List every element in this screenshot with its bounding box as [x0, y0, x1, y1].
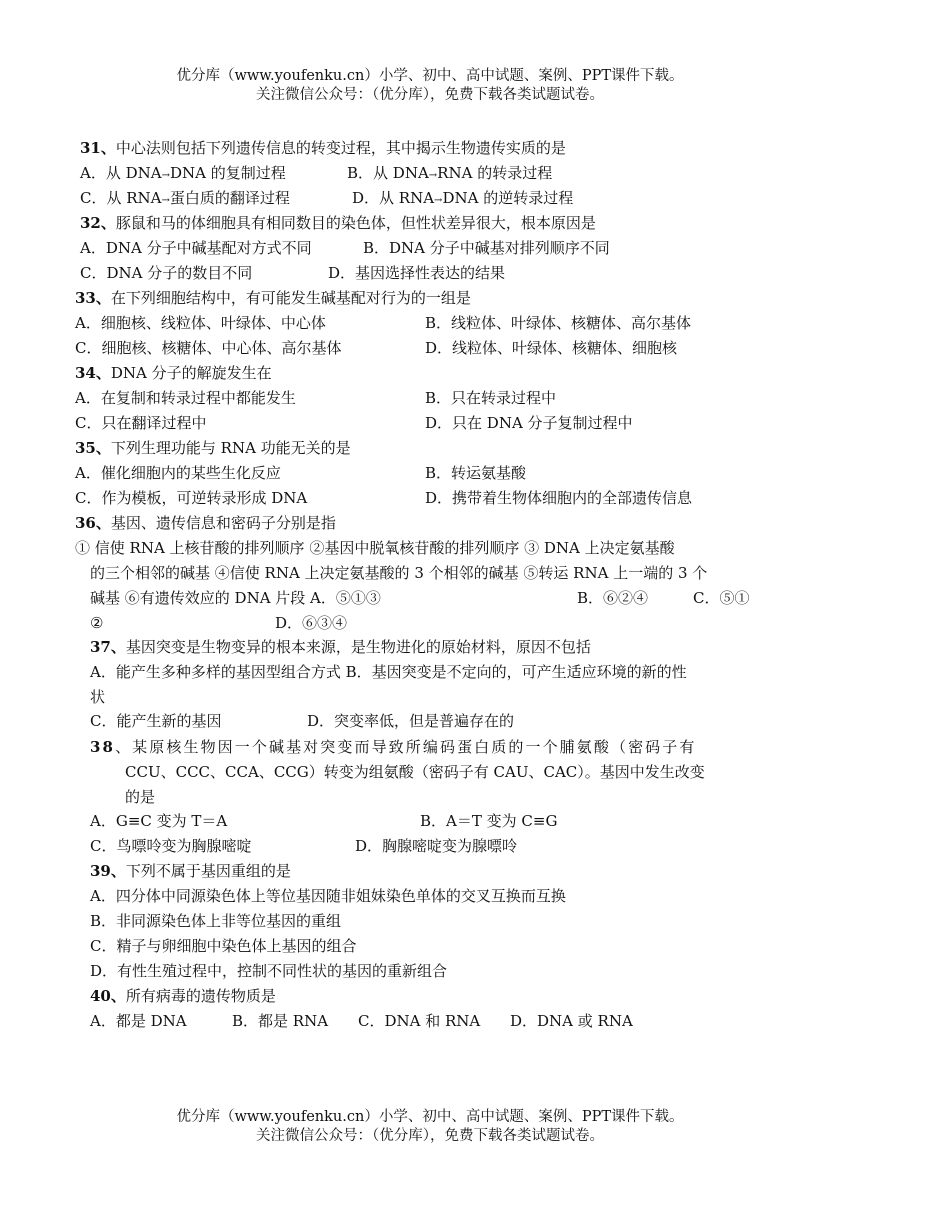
q40-option-a: A．都是 DNA [90, 1012, 187, 1030]
q39-option-a: A．四分体中同源染色体上等位基因随非姐妹染色单体的交叉互换而互换 [90, 887, 566, 905]
footer-line-2: 关注微信公众号：（优分库），免费下载各类试题试卷。 [256, 1128, 604, 1144]
footer-line-1: 优分库（www.youfenku.cn）小学、初中、高中试题、案例、PPT课件下载。 [176, 1109, 684, 1125]
question-stem: 基因、遗传信息和密码子分别是指 [110, 514, 336, 532]
question-stem: 豚鼠和马的体细胞具有相同数目的染色体，但性状差异很大，根本原因是 [115, 214, 596, 232]
q38-option-a: A．G≡C 变为 T＝A [90, 812, 228, 830]
question-stem: 下列不属于基因重组的是 [125, 862, 291, 880]
q31-option-a: A．从 DNA→DNA 的复制过程 [80, 164, 286, 182]
q34-option-b: B．只在转录过程中 [425, 389, 557, 407]
q37-line-1: A．能产生多种多样的基因型组合方式 B．基因突变是不定向的，可产生适应环境的新的性 [90, 663, 687, 681]
q38-option-b: B．A＝T 变为 C≡G [420, 812, 558, 830]
question-number: 36、 [75, 514, 111, 532]
q33-option-c: C．细胞核、核糖体、中心体、高尔基体 [75, 339, 342, 357]
q37-line-2: 状 [90, 688, 106, 706]
question-40 [90, 986, 276, 1006]
question-number: 33、 [75, 289, 111, 307]
question-36 [75, 513, 336, 533]
question-stem: 所有病毒的遗传物质是 [125, 987, 276, 1005]
question-stem: DNA 分子的解旋发生在 [110, 364, 272, 382]
q34-option-c: C．只在翻译过程中 [75, 414, 207, 432]
header-line-1: 优分库（www.youfenku.cn）小学、初中、高中试题、案例、PPT课件下载。 [176, 68, 684, 84]
question-39 [90, 861, 291, 881]
question-38 [90, 737, 696, 757]
question-stem: 下列生理功能与 RNA 功能无关的是 [110, 439, 351, 457]
q36-option-d: D．⑥③④ [275, 614, 348, 632]
arrow-icon: → [434, 195, 443, 206]
q38-stem-line-3: 的是 [125, 788, 156, 806]
question-34 [75, 363, 272, 383]
question-33 [75, 288, 471, 308]
q39-option-b: B．非同源染色体上非等位基因的重组 [90, 912, 342, 930]
q36-option-b: B．⑥②④ [577, 589, 649, 607]
header-line-2: 关注微信公众号：（优分库），免费下载各类试题试卷。 [256, 87, 604, 103]
q31-option-b: B．从 DNA→RNA 的转录过程 [347, 164, 553, 182]
q39-option-c: C．精子与卵细胞中染色体上基因的组合 [90, 937, 357, 955]
q32-option-d: D．基因选择性表达的结果 [328, 264, 506, 282]
q31-option-d: D．从 RNA→DNA 的逆转录过程 [352, 189, 574, 207]
q38-stem-line-2: CCU、CCC、CCA、CCG）转变为组氨酸（密码子有 CAU、CAC）。基因中发生改变 [125, 763, 705, 781]
question-number: 37、 [90, 638, 126, 656]
q36-line-2: 的三个相邻的碱基 ④信使 RNA 上决定氨基酸的 3 个相邻的碱基 ⑤转运 RNA 上一端的 3 个 [90, 564, 708, 582]
q31-option-c: C．从 RNA→蛋白质的翻译过程 [80, 189, 290, 207]
question-37 [90, 637, 591, 657]
arrow-icon: → [161, 195, 170, 206]
q32-option-c: C．DNA 分子的数目不同 [80, 264, 253, 282]
q34-option-a: A．在复制和转录过程中都能发生 [75, 389, 296, 407]
q40-option-c: C．DNA 和 RNA [358, 1012, 481, 1030]
q35-option-a: A．催化细胞内的某些生化反应 [75, 464, 281, 482]
question-number: 34、 [75, 364, 111, 382]
q38-option-d: D．胸腺嘧啶变为腺嘌呤 [355, 837, 518, 855]
arrow-icon: → [161, 170, 170, 181]
q36-option-c: C．⑤① [693, 589, 750, 607]
q33-option-a: A．细胞核、线粒体、叶绿体、中心体 [75, 314, 326, 332]
q32-option-b: B．DNA 分子中碱基对排列顺序不同 [363, 239, 610, 257]
q39-option-d: D．有性生殖过程中，控制不同性状的基因的重新组合 [90, 962, 448, 980]
q34-option-d: D．只在 DNA 分子复制过程中 [425, 414, 633, 432]
question-35 [75, 438, 351, 458]
q33-option-d: D．线粒体、叶绿体、核糖体、细胞核 [425, 339, 678, 357]
question-number: 31、 [80, 139, 116, 157]
question-31 [80, 138, 566, 158]
question-number: 35、 [75, 439, 111, 457]
q37-option-c: C．能产生新的基因 [90, 712, 222, 730]
question-number: 38 [90, 738, 116, 756]
q32-option-a: A．DNA 分子中碱基配对方式不同 [80, 239, 312, 257]
question-32 [80, 213, 596, 233]
question-number: 39、 [90, 862, 126, 880]
q35-option-d: D．携带着生物体细胞内的全部遗传信息 [425, 489, 693, 507]
question-number: 40、 [90, 987, 126, 1005]
q37-option-d: D．突变率低，但是普遍存在的 [307, 712, 515, 730]
q36-line-3: 碱基 ⑥有遗传效应的 DNA 片段 A．⑤①③ [90, 589, 381, 607]
question-stem: 中心法则包括下列遗传信息的转变过程，其中揭示生物遗传实质的是 [115, 139, 566, 157]
q33-option-b: B．线粒体、叶绿体、核糖体、高尔基体 [425, 314, 692, 332]
q36-line-1: ① 信使 RNA 上核苷酸的排列顺序 ②基因中脱氧核苷酸的排列顺序 ③ DNA 上决定氨基酸 [75, 539, 675, 557]
question-number: 32、 [80, 214, 116, 232]
q36-line-4: ② [90, 614, 104, 632]
arrow-icon: → [428, 170, 438, 181]
q35-option-b: B．转运氨基酸 [425, 464, 527, 482]
q35-option-c: C．作为模板，可逆转录形成 DNA [75, 489, 308, 507]
q40-option-d: D．DNA 或 RNA [510, 1012, 633, 1030]
q40-option-b: B．都是 RNA [232, 1012, 329, 1030]
question-stem: 基因突变是生物变异的根本来源，是生物进化的原始材料，原因不包括 [125, 638, 591, 656]
question-stem: 、某原核生物因一个碱基对突变而导致所编码蛋白质的一个脯氨酸（密码子有 [115, 738, 697, 756]
q38-option-c: C．鸟嘌呤变为胸腺嘧啶 [90, 837, 252, 855]
question-stem: 在下列细胞结构中，有可能发生碱基配对行为的一组是 [110, 289, 471, 307]
